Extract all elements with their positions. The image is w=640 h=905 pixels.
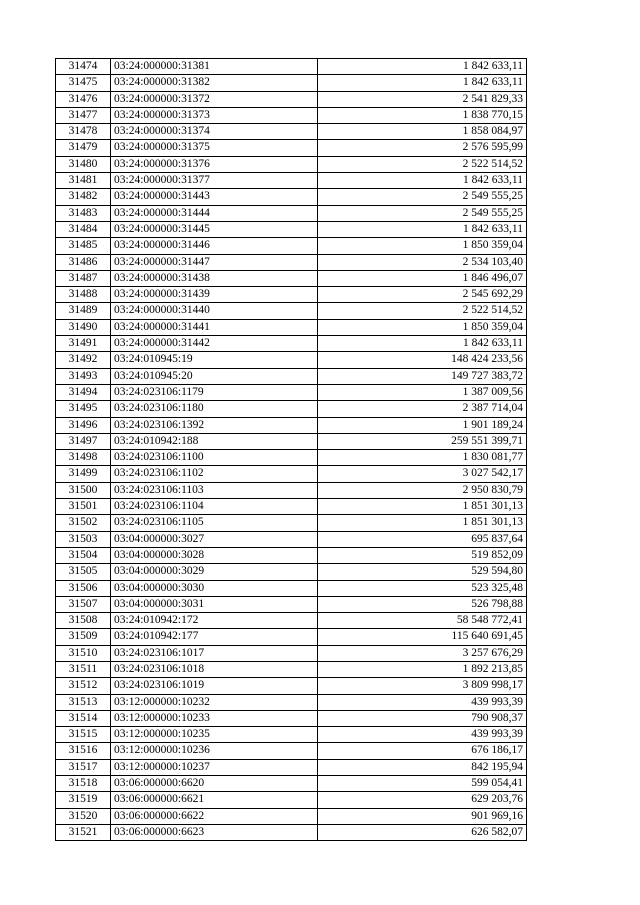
row-number-cell: 31515 <box>56 727 111 743</box>
cadastral-number-cell: 03:24:023106:1019 <box>111 678 318 694</box>
cadastral-value-cell: 526 798,88 <box>318 596 527 612</box>
table-row <box>56 75 527 91</box>
cadastral-number-cell: 03:24:023106:1103 <box>111 482 318 498</box>
cadastral-value-cell: 529 594,80 <box>318 564 527 580</box>
table-row <box>56 401 527 417</box>
cadastral-number-cell: 03:12:000000:10237 <box>111 759 318 775</box>
row-number-cell: 31503 <box>56 531 111 547</box>
cadastral-value-cell: 148 424 233,56 <box>318 352 527 368</box>
cadastral-value-cell: 259 551 399,71 <box>318 433 527 449</box>
row-number-cell: 31500 <box>56 482 111 498</box>
cadastral-value-cell: 3 809 998,17 <box>318 678 527 694</box>
cadastral-value-table <box>55 58 527 841</box>
table-row <box>56 547 527 563</box>
row-number-cell: 31505 <box>56 564 111 580</box>
row-number-cell: 31521 <box>56 824 111 840</box>
cadastral-number-cell: 03:24:000000:31376 <box>111 156 318 172</box>
cadastral-value-cell: 1 901 189,24 <box>318 417 527 433</box>
row-number-cell: 31486 <box>56 254 111 270</box>
cadastral-value-cell: 629 203,76 <box>318 792 527 808</box>
table-row <box>56 221 527 237</box>
cadastral-value-cell: 790 908,37 <box>318 710 527 726</box>
table-row <box>56 531 527 547</box>
cadastral-value-cell: 1 387 009,56 <box>318 384 527 400</box>
cadastral-value-cell: 439 993,39 <box>318 727 527 743</box>
table-row <box>56 824 527 840</box>
cadastral-value-cell: 1 850 359,04 <box>318 319 527 335</box>
cadastral-value-cell: 1 850 359,04 <box>318 238 527 254</box>
cadastral-value-cell: 2 950 830,79 <box>318 482 527 498</box>
cadastral-value-cell: 1 830 081,77 <box>318 450 527 466</box>
cadastral-number-cell: 03:12:000000:10235 <box>111 727 318 743</box>
cadastral-number-cell: 03:24:000000:31372 <box>111 91 318 107</box>
cadastral-value-cell: 2 549 555,25 <box>318 205 527 221</box>
row-number-cell: 31484 <box>56 221 111 237</box>
cadastral-number-cell: 03:12:000000:10233 <box>111 710 318 726</box>
cadastral-number-cell: 03:24:000000:31381 <box>111 59 318 75</box>
cadastral-value-cell: 1 858 084,97 <box>318 124 527 140</box>
table-row <box>56 727 527 743</box>
cadastral-number-cell: 03:24:010945:19 <box>111 352 318 368</box>
row-number-cell: 31490 <box>56 319 111 335</box>
table-row <box>56 91 527 107</box>
table-row <box>56 336 527 352</box>
cadastral-value-cell: 1 846 496,07 <box>318 270 527 286</box>
cadastral-value-cell: 599 054,41 <box>318 776 527 792</box>
cadastral-value-cell: 115 640 691,45 <box>318 629 527 645</box>
table-row <box>56 384 527 400</box>
row-number-cell: 31477 <box>56 107 111 123</box>
table-row <box>56 694 527 710</box>
cadastral-value-cell: 1 842 633,11 <box>318 221 527 237</box>
cadastral-number-cell: 03:24:010942:172 <box>111 613 318 629</box>
table-row <box>56 515 527 531</box>
table-row <box>56 140 527 156</box>
cadastral-number-cell: 03:24:023106:1392 <box>111 417 318 433</box>
cadastral-number-cell: 03:24:000000:31441 <box>111 319 318 335</box>
row-number-cell: 31502 <box>56 515 111 531</box>
cadastral-value-cell: 1 842 633,11 <box>318 59 527 75</box>
cadastral-value-cell: 2 545 692,29 <box>318 287 527 303</box>
cadastral-value-cell: 3 027 542,17 <box>318 466 527 482</box>
table-row <box>56 759 527 775</box>
cadastral-number-cell: 03:24:023106:1100 <box>111 450 318 466</box>
table-row <box>56 319 527 335</box>
cadastral-value-cell: 439 993,39 <box>318 694 527 710</box>
table-row <box>56 433 527 449</box>
cadastral-value-cell: 2 576 595,99 <box>318 140 527 156</box>
table-row <box>56 596 527 612</box>
cadastral-number-cell: 03:24:023106:1180 <box>111 401 318 417</box>
table-row <box>56 352 527 368</box>
cadastral-number-cell: 03:24:000000:31377 <box>111 173 318 189</box>
table-row <box>56 792 527 808</box>
table-row <box>56 776 527 792</box>
cadastral-value-cell: 2 549 555,25 <box>318 189 527 205</box>
table-row <box>56 678 527 694</box>
row-number-cell: 31476 <box>56 91 111 107</box>
row-number-cell: 31509 <box>56 629 111 645</box>
cadastral-number-cell: 03:24:000000:31373 <box>111 107 318 123</box>
row-number-cell: 31483 <box>56 205 111 221</box>
table-row <box>56 59 527 75</box>
row-number-cell: 31511 <box>56 661 111 677</box>
table-row <box>56 613 527 629</box>
row-number-cell: 31492 <box>56 352 111 368</box>
cadastral-value-cell: 1 851 301,13 <box>318 515 527 531</box>
row-number-cell: 31495 <box>56 401 111 417</box>
cadastral-number-cell: 03:24:023106:1018 <box>111 661 318 677</box>
table-row <box>56 107 527 123</box>
cadastral-number-cell: 03:24:000000:31447 <box>111 254 318 270</box>
table-row <box>56 499 527 515</box>
table-row <box>56 173 527 189</box>
row-number-cell: 31520 <box>56 808 111 824</box>
row-number-cell: 31481 <box>56 173 111 189</box>
row-number-cell: 31501 <box>56 499 111 515</box>
cadastral-number-cell: 03:04:000000:3027 <box>111 531 318 547</box>
row-number-cell: 31491 <box>56 336 111 352</box>
cadastral-value-cell: 3 257 676,29 <box>318 645 527 661</box>
row-number-cell: 31485 <box>56 238 111 254</box>
cadastral-number-cell: 03:24:000000:31439 <box>111 287 318 303</box>
table-row <box>56 466 527 482</box>
cadastral-number-cell: 03:04:000000:3031 <box>111 596 318 612</box>
cadastral-value-cell: 1 851 301,13 <box>318 499 527 515</box>
cadastral-number-cell: 03:24:000000:31440 <box>111 303 318 319</box>
row-number-cell: 31517 <box>56 759 111 775</box>
cadastral-number-cell: 03:24:023106:1102 <box>111 466 318 482</box>
cadastral-number-cell: 03:24:023106:1104 <box>111 499 318 515</box>
cadastral-value-cell: 1 838 770,15 <box>318 107 527 123</box>
table-row <box>56 482 527 498</box>
row-number-cell: 31480 <box>56 156 111 172</box>
table-row <box>56 743 527 759</box>
row-number-cell: 31512 <box>56 678 111 694</box>
row-number-cell: 31506 <box>56 580 111 596</box>
table-row <box>56 661 527 677</box>
row-number-cell: 31496 <box>56 417 111 433</box>
table-row <box>56 808 527 824</box>
table-row <box>56 238 527 254</box>
table-row <box>56 124 527 140</box>
row-number-cell: 31474 <box>56 59 111 75</box>
table-row <box>56 629 527 645</box>
row-number-cell: 31514 <box>56 710 111 726</box>
row-number-cell: 31508 <box>56 613 111 629</box>
table-row <box>56 645 527 661</box>
cadastral-value-cell: 523 325,48 <box>318 580 527 596</box>
row-number-cell: 31479 <box>56 140 111 156</box>
cadastral-value-cell: 58 548 772,41 <box>318 613 527 629</box>
row-number-cell: 31482 <box>56 189 111 205</box>
cadastral-number-cell: 03:12:000000:10232 <box>111 694 318 710</box>
cadastral-value-cell: 842 195,94 <box>318 759 527 775</box>
cadastral-value-cell: 149 727 383,72 <box>318 368 527 384</box>
cadastral-number-cell: 03:24:000000:31445 <box>111 221 318 237</box>
cadastral-number-cell: 03:24:000000:31446 <box>111 238 318 254</box>
row-number-cell: 31498 <box>56 450 111 466</box>
cadastral-number-cell: 03:24:000000:31443 <box>111 189 318 205</box>
cadastral-number-cell: 03:06:000000:6621 <box>111 792 318 808</box>
row-number-cell: 31507 <box>56 596 111 612</box>
cadastral-number-cell: 03:04:000000:3029 <box>111 564 318 580</box>
cadastral-number-cell: 03:24:000000:31444 <box>111 205 318 221</box>
row-number-cell: 31499 <box>56 466 111 482</box>
table-row <box>56 205 527 221</box>
table-row <box>56 303 527 319</box>
cadastral-value-cell: 676 186,17 <box>318 743 527 759</box>
table-row <box>56 287 527 303</box>
cadastral-value-cell: 1 842 633,11 <box>318 173 527 189</box>
row-number-cell: 31519 <box>56 792 111 808</box>
row-number-cell: 31489 <box>56 303 111 319</box>
table-row <box>56 368 527 384</box>
row-number-cell: 31518 <box>56 776 111 792</box>
cadastral-number-cell: 03:24:010942:188 <box>111 433 318 449</box>
cadastral-number-cell: 03:12:000000:10236 <box>111 743 318 759</box>
row-number-cell: 31478 <box>56 124 111 140</box>
cadastral-number-cell: 03:24:000000:31375 <box>111 140 318 156</box>
row-number-cell: 31487 <box>56 270 111 286</box>
table-row <box>56 564 527 580</box>
row-number-cell: 31516 <box>56 743 111 759</box>
table-body <box>56 59 527 841</box>
row-number-cell: 31488 <box>56 287 111 303</box>
row-number-cell: 31510 <box>56 645 111 661</box>
cadastral-value-cell: 1 842 633,11 <box>318 336 527 352</box>
cadastral-number-cell: 03:24:023106:1017 <box>111 645 318 661</box>
table-row <box>56 254 527 270</box>
cadastral-number-cell: 03:24:000000:31374 <box>111 124 318 140</box>
cadastral-value-cell: 2 534 103,40 <box>318 254 527 270</box>
cadastral-number-cell: 03:24:000000:31382 <box>111 75 318 91</box>
table-row <box>56 580 527 596</box>
row-number-cell: 31497 <box>56 433 111 449</box>
cadastral-number-cell: 03:06:000000:6620 <box>111 776 318 792</box>
cadastral-value-cell: 695 837,64 <box>318 531 527 547</box>
table-row <box>56 450 527 466</box>
cadastral-number-cell: 03:24:023106:1105 <box>111 515 318 531</box>
row-number-cell: 31513 <box>56 694 111 710</box>
cadastral-value-cell: 2 522 514,52 <box>318 156 527 172</box>
table-row <box>56 417 527 433</box>
table-row <box>56 710 527 726</box>
cadastral-value-cell: 2 387 714,04 <box>318 401 527 417</box>
table-row <box>56 156 527 172</box>
cadastral-value-cell: 901 969,16 <box>318 808 527 824</box>
row-number-cell: 31493 <box>56 368 111 384</box>
row-number-cell: 31475 <box>56 75 111 91</box>
cadastral-value-cell: 1 842 633,11 <box>318 75 527 91</box>
cadastral-number-cell: 03:04:000000:3028 <box>111 547 318 563</box>
cadastral-number-cell: 03:24:023106:1179 <box>111 384 318 400</box>
cadastral-number-cell: 03:06:000000:6623 <box>111 824 318 840</box>
cadastral-value-cell: 626 582,07 <box>318 824 527 840</box>
cadastral-value-cell: 1 892 213,85 <box>318 661 527 677</box>
cadastral-number-cell: 03:24:010942:177 <box>111 629 318 645</box>
cadastral-number-cell: 03:24:010945:20 <box>111 368 318 384</box>
row-number-cell: 31504 <box>56 547 111 563</box>
cadastral-number-cell: 03:04:000000:3030 <box>111 580 318 596</box>
cadastral-value-cell: 2 522 514,52 <box>318 303 527 319</box>
table-row <box>56 270 527 286</box>
row-number-cell: 31494 <box>56 384 111 400</box>
cadastral-number-cell: 03:24:000000:31442 <box>111 336 318 352</box>
cadastral-number-cell: 03:24:000000:31438 <box>111 270 318 286</box>
cadastral-number-cell: 03:06:000000:6622 <box>111 808 318 824</box>
table-row <box>56 189 527 205</box>
cadastral-value-cell: 519 852,09 <box>318 547 527 563</box>
cadastral-value-cell: 2 541 829,33 <box>318 91 527 107</box>
